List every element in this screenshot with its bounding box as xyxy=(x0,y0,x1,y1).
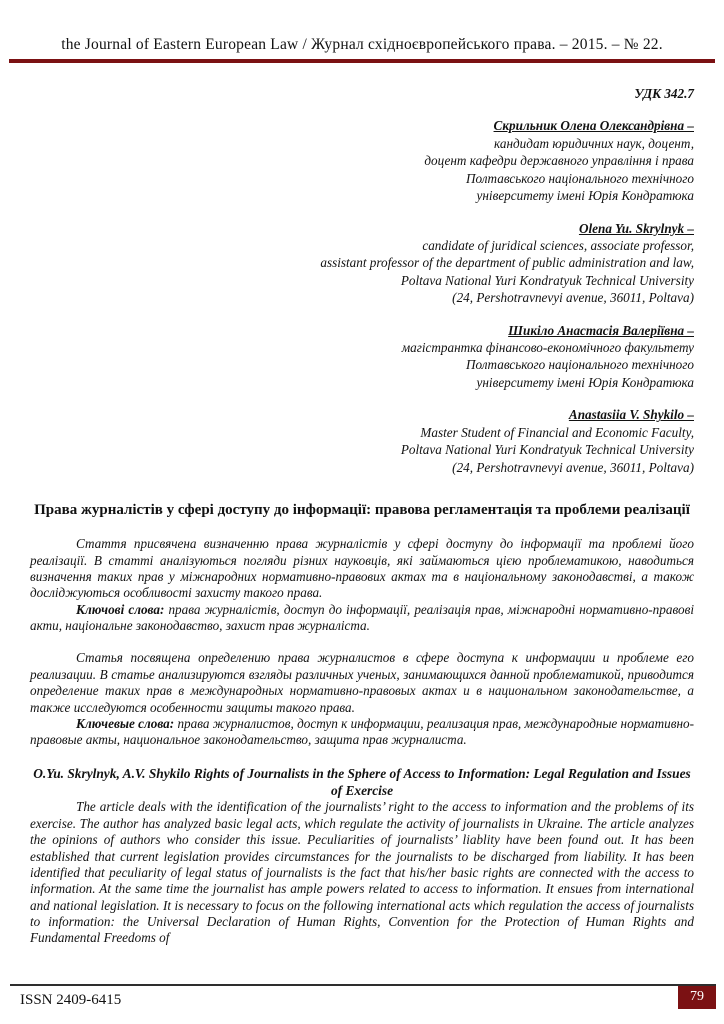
author-detail: Poltava National Yuri Kondratyuk Technical University xyxy=(400,272,694,288)
article-title: Права журналістів у сфері доступу до інформації: правова регламентація та проблеми реалізації xyxy=(34,502,690,519)
author-detail: (24, Pershotravnevyi avenue, 36011, Poltava) xyxy=(452,290,694,306)
author-detail: candidate of juridical sciences, associate professor, xyxy=(422,237,694,253)
english-heading: O.Yu. Skrylnyk, A.V. Shykilo Rights of Journalists in the Sphere of Access to Information: Legal Regulation and Issues of Exercise xyxy=(33,765,691,798)
author-detail: (24, Pershotravnevyi avenue, 36011, Poltava) xyxy=(452,459,694,475)
journal-header: the Journal of Eastern European Law / Журнал східноєвропейського права. – 2015. – № 22. xyxy=(61,36,663,53)
footer-row xyxy=(10,986,716,1009)
author-byline-group xyxy=(30,85,694,476)
author-block-en-1 xyxy=(30,220,694,307)
keywords-ua-label: Ключові слова: xyxy=(76,601,165,617)
author-detail: магістрантка фінансово-економічного факультету xyxy=(401,340,694,356)
author-detail: Poltava National Yuri Kondratyuk Technical University xyxy=(400,442,694,458)
author-detail: Полтавського національного технічного xyxy=(466,357,694,373)
abstract-ru: Статья посвящена определению права журналистов в сфере доступа к информации и проблеме его реализации. В статье анализируются взгляды различных ученых, занимающихся данной проблематикой, приводится определение таких прав в международных нормативно-правовых актах и в национальном законодательстве, а также исследуются особенности защиты такого права. xyxy=(30,650,694,715)
keywords-ru-label: Ключевые слова: xyxy=(76,715,175,731)
author-detail: Master Student of Financial and Economic Faculty, xyxy=(420,424,694,440)
keywords-ru xyxy=(30,716,694,749)
author-detail: доцент кафедри державного управління і права xyxy=(424,153,694,169)
author-name: Anastasiia V. Shykilo – xyxy=(568,407,694,423)
author-detail: Полтавського національного технічного xyxy=(466,170,694,186)
page-content xyxy=(30,85,694,947)
author-name: Шикіло Анастасія Валеріївна – xyxy=(508,322,694,338)
udc-code: УДК 342.7 xyxy=(634,86,694,101)
author-block-ua-2 xyxy=(30,322,694,392)
author-detail: assistant professor of the department of public administration and law, xyxy=(320,255,694,271)
author-detail: кандидат юридичних наук, доцент, xyxy=(494,135,694,151)
header-rule-divider xyxy=(9,59,715,63)
issn-label: ISSN 2409-6415 xyxy=(20,992,122,1008)
author-block-ua-1 xyxy=(30,117,694,204)
author-name: Скрильник Олена Олександрівна – xyxy=(493,118,694,134)
page-number-badge: 79 xyxy=(678,986,716,1009)
abstract-ua: Стаття присвячена визначенню права журналістів у сфері доступу до інформації та проблемі його реалізації. В статті аналізуються погляди різних науковців, які займаються цією проблематикою, наводиться визначення таких прав у міжнародних нормативно-правових актах та в національному законодавстві, а також досліджуються особливості захисту такого права. xyxy=(30,536,694,601)
author-detail: університету імені Юрія Кондратюка xyxy=(476,374,694,390)
keywords-ua xyxy=(30,602,694,635)
keywords-ua-text: права журналістів, доступ до інформації, реалізація прав, міжнародні нормативно-правові акти, національне законодавство, захист прав журналіста. xyxy=(30,601,694,634)
keywords-ru-text: права журналистов, доступ к информации, реализация прав, международные нормативно-правовые акты, национальное законодательство, защита прав журналиста. xyxy=(30,715,694,748)
page-footer xyxy=(10,984,716,1009)
author-detail: університету імені Юрія Кондратюка xyxy=(476,188,694,204)
author-block-en-2 xyxy=(30,406,694,476)
abstract-en: The article deals with the identification of the journalists’ right to the access to information and the problems of its exercise. The author has analyzed basic legal acts, which regulate the activity of journalists in Ukraine. The article analyzes the opinions of authors who consider this issue. Peculiarities of journalists’ liablity have been found out. It has been established that current legislation provides circumstances for the journalists to be discharged from liability. It has been identified that peculiarity of legal status of journalists is the fact that his/her basic rights are connected with the access to information. At the same time the journalist has ample powers related to access to information. It ensues from international and national legislation. It is necessary to focus on the following international acts which regulation the access of journalists to information: the Universal Declaration of Human Rights, Convention for the Protection of Human Rights and Fundamental Freedoms of xyxy=(30,799,694,946)
author-name: Olena Yu. Skrylnyk – xyxy=(578,220,694,236)
